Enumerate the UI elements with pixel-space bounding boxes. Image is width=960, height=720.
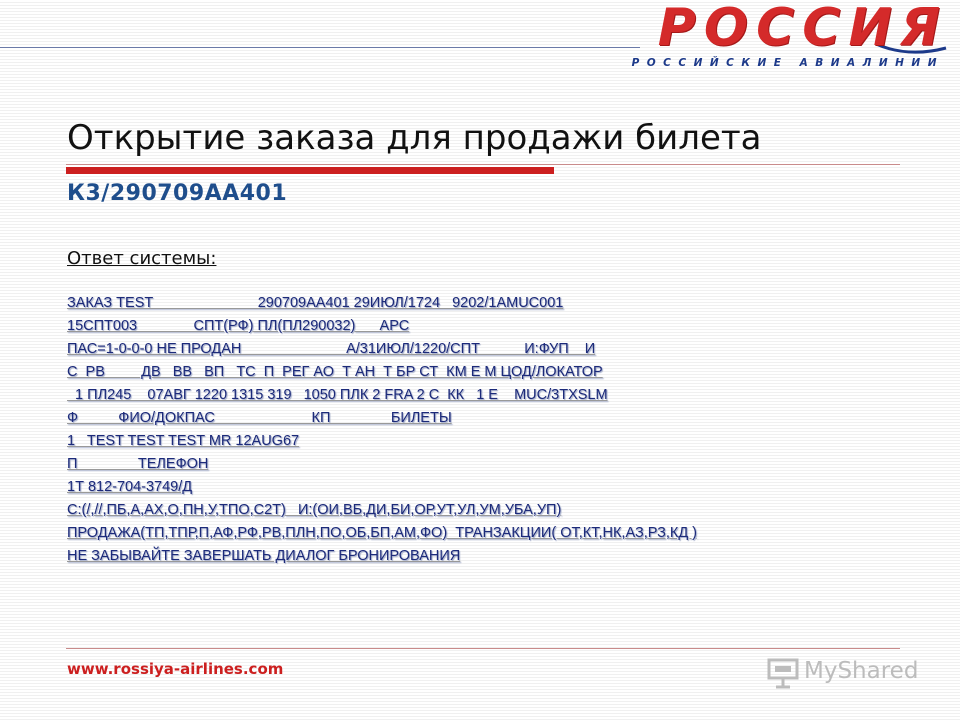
website-link[interactable]: www.rossiya-airlines.com xyxy=(67,660,284,678)
terminal-line: 1Т 812-704-3749/Д xyxy=(67,479,193,495)
title-accent-bar xyxy=(66,167,554,174)
terminal-line: ЗАКАЗ TEST 290709АА401 29ИЮЛ/1724 9202/1AMUC001 xyxy=(67,295,564,311)
terminal-line: 1 ПЛ245 07АВГ 1220 1315 319 1050 ПЛК 2 FRA 2 С КК 1 Е MUC/3TXSLM xyxy=(67,387,608,403)
terminal-line: 1 TEST TEST TEST MR 12AUG67 xyxy=(67,433,300,449)
title-underline xyxy=(66,164,900,165)
terminal-line: 15СПТ003 СПТ(РФ) ПЛ(ПЛ290032) АРС xyxy=(67,318,410,334)
terminal-line: С РВ ДВ ВВ ВП ТС П РЕГ АО Т АН Т БР СТ КМ Е М ЦОД/ЛОКАТОР xyxy=(67,364,603,380)
response-label: Ответ системы: xyxy=(67,248,217,269)
terminal-line: НЕ ЗАБЫВАЙТЕ ЗАВЕРШАТЬ ДИАЛОГ БРОНИРОВАНИЯ xyxy=(67,548,461,564)
terminal-line: П ТЕЛЕФОН xyxy=(67,456,209,472)
terminal-line: С:(/,//,ПБ,А,АХ,О,ПН,У,ТПО,С2Т) И:(ОИ,ВБ,ДИ,БИ,ОР,УТ,УЛ,УМ,УБА,УП) xyxy=(67,502,562,518)
logo-wordmark: РОССИЯ xyxy=(657,0,948,58)
terminal-line: Ф ФИО/ДОКПАС КП БИЛЕТЫ xyxy=(67,410,452,426)
terminal-response xyxy=(67,293,927,569)
footer-rule xyxy=(66,648,900,649)
terminal-line: ПАС=1-0-0-0 НЕ ПРОДАН А/31ИЮЛ/1220/СПТ И:ФУП И xyxy=(67,341,596,357)
watermark-text: MyShared xyxy=(804,658,919,684)
logo-tagline: РОССИЙСКИЕ АВИАЛИНИИ xyxy=(631,57,944,69)
page-title: Открытие заказа для продажи билета xyxy=(67,118,762,158)
watermark xyxy=(766,656,926,692)
terminal-line: ПРОДАЖА(ТП,ТПР,П,АФ,РФ,РВ,ПЛН,ПО,ОБ,БП,АМ,ФО) ТРАНЗАКЦИИ( ОТ,КТ,НК,АЗ,РЗ,КД ) xyxy=(67,525,697,541)
airline-logo xyxy=(608,0,948,72)
header-rule xyxy=(0,47,640,48)
projector-screen-icon xyxy=(766,656,800,690)
command-code: К3/290709АА401 xyxy=(67,181,288,206)
